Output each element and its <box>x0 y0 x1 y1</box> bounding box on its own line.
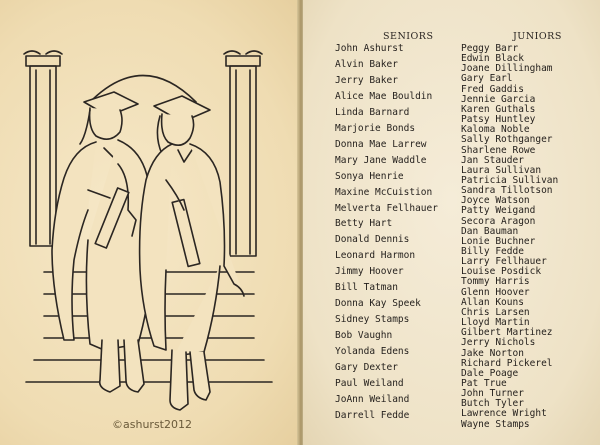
senior-name: Donald Dennis <box>335 234 410 246</box>
senior-name: Darrell Fedde <box>335 409 410 421</box>
junior-name: Laura Sullivan <box>461 164 542 176</box>
junior-name: Sharlene Rowe <box>461 144 536 156</box>
junior-name: Allan Kouns <box>461 296 524 308</box>
junior-name: Jan Stauder <box>461 154 524 166</box>
senior-name: Bob Vaughn <box>335 330 393 342</box>
male-graduate <box>52 92 153 392</box>
junior-name: Louise Posdick <box>461 266 542 278</box>
junior-name: Billy Fedde <box>461 246 524 257</box>
junior-name: Patsy Huntley <box>461 114 536 126</box>
junior-name: Sally Rothganger <box>461 134 553 146</box>
seniors-heading: SENIORS <box>383 31 434 42</box>
senior-name: JoAnn Weiland <box>335 393 410 405</box>
junior-name: Joyce Watson <box>461 195 530 207</box>
junior-name: Gilbert Martinez <box>461 327 553 339</box>
senior-name: Sonya Henrie <box>335 170 404 182</box>
junior-name: Larry Fellhauer <box>461 256 547 268</box>
senior-name: Yolanda Edens <box>335 346 410 358</box>
junior-name: Glenn Hoover <box>461 286 530 298</box>
junior-name: Butch Tyler <box>461 398 524 410</box>
senior-name: Bill Tatman <box>335 282 398 294</box>
junior-name: Dale Poage <box>461 367 519 379</box>
senior-name: John Ashurst <box>335 43 404 54</box>
junior-name: Kaloma Noble <box>461 124 530 136</box>
junior-name: Dan Bauman <box>461 225 519 237</box>
junior-name: Jerry Nichols <box>461 337 536 349</box>
senior-name: Donna Mae Larrew <box>335 138 427 150</box>
female-graduate <box>140 96 244 410</box>
senior-name: Linda Barnard <box>335 106 410 118</box>
junior-name: Sandra Tillotson <box>461 185 553 197</box>
junior-name: Patty Weigand <box>461 205 536 217</box>
senior-name: Melverta Fellhauer <box>335 202 438 214</box>
senior-name: Marjorie Bonds <box>335 122 416 134</box>
junior-name: Lloyd Martin <box>461 317 530 329</box>
junior-name: John Turner <box>461 388 524 400</box>
right-column <box>224 51 262 256</box>
graduates-illustration <box>14 40 284 420</box>
junior-name: Karen Guthals <box>461 103 536 115</box>
junior-name: Jennie Garcia <box>461 93 536 105</box>
senior-name: Jerry Baker <box>335 74 398 86</box>
junior-name: Patricia Sullivan <box>461 174 559 186</box>
senior-name: Sidney Stamps <box>335 314 410 326</box>
senior-name: Alvin Baker <box>335 58 398 70</box>
junior-name: Gary Earl <box>461 73 513 85</box>
junior-name: Richard Pickerel <box>461 357 553 369</box>
junior-name: Secora Aragon <box>461 215 536 227</box>
junior-name: Tommy Harris <box>461 276 530 288</box>
senior-name: Betty Hart <box>335 218 393 230</box>
junior-name: Peggy Barr <box>461 43 519 54</box>
junior-name: Wayne Stamps <box>461 418 530 430</box>
junior-name: Pat True <box>461 377 507 389</box>
watermark: ©ashurst2012 <box>112 418 192 431</box>
senior-name: Maxine McCuistion <box>335 186 433 198</box>
senior-name: Jimmy Hoover <box>335 266 404 278</box>
senior-name: Mary Jane Waddle <box>335 154 427 166</box>
senior-name: Paul Weiland <box>335 377 404 389</box>
junior-name: Fred Gaddis <box>461 83 524 95</box>
senior-name: Alice Mae Bouldin <box>335 90 433 102</box>
junior-name: Jake Norton <box>461 347 524 359</box>
junior-name: Lawrence Wright <box>461 408 547 420</box>
junior-name: Chris Larsen <box>461 306 530 318</box>
junior-name: Edwin Black <box>461 53 524 65</box>
juniors-heading: JUNIORS <box>513 31 562 42</box>
junior-name: Lonie Buchner <box>461 235 536 247</box>
senior-name: Leonard Harmon <box>335 250 416 262</box>
senior-name: Donna Kay Speek <box>335 298 421 310</box>
right-page <box>303 0 600 445</box>
junior-name: Joane Dillingham <box>461 63 553 75</box>
senior-name: Gary Dexter <box>335 362 398 373</box>
